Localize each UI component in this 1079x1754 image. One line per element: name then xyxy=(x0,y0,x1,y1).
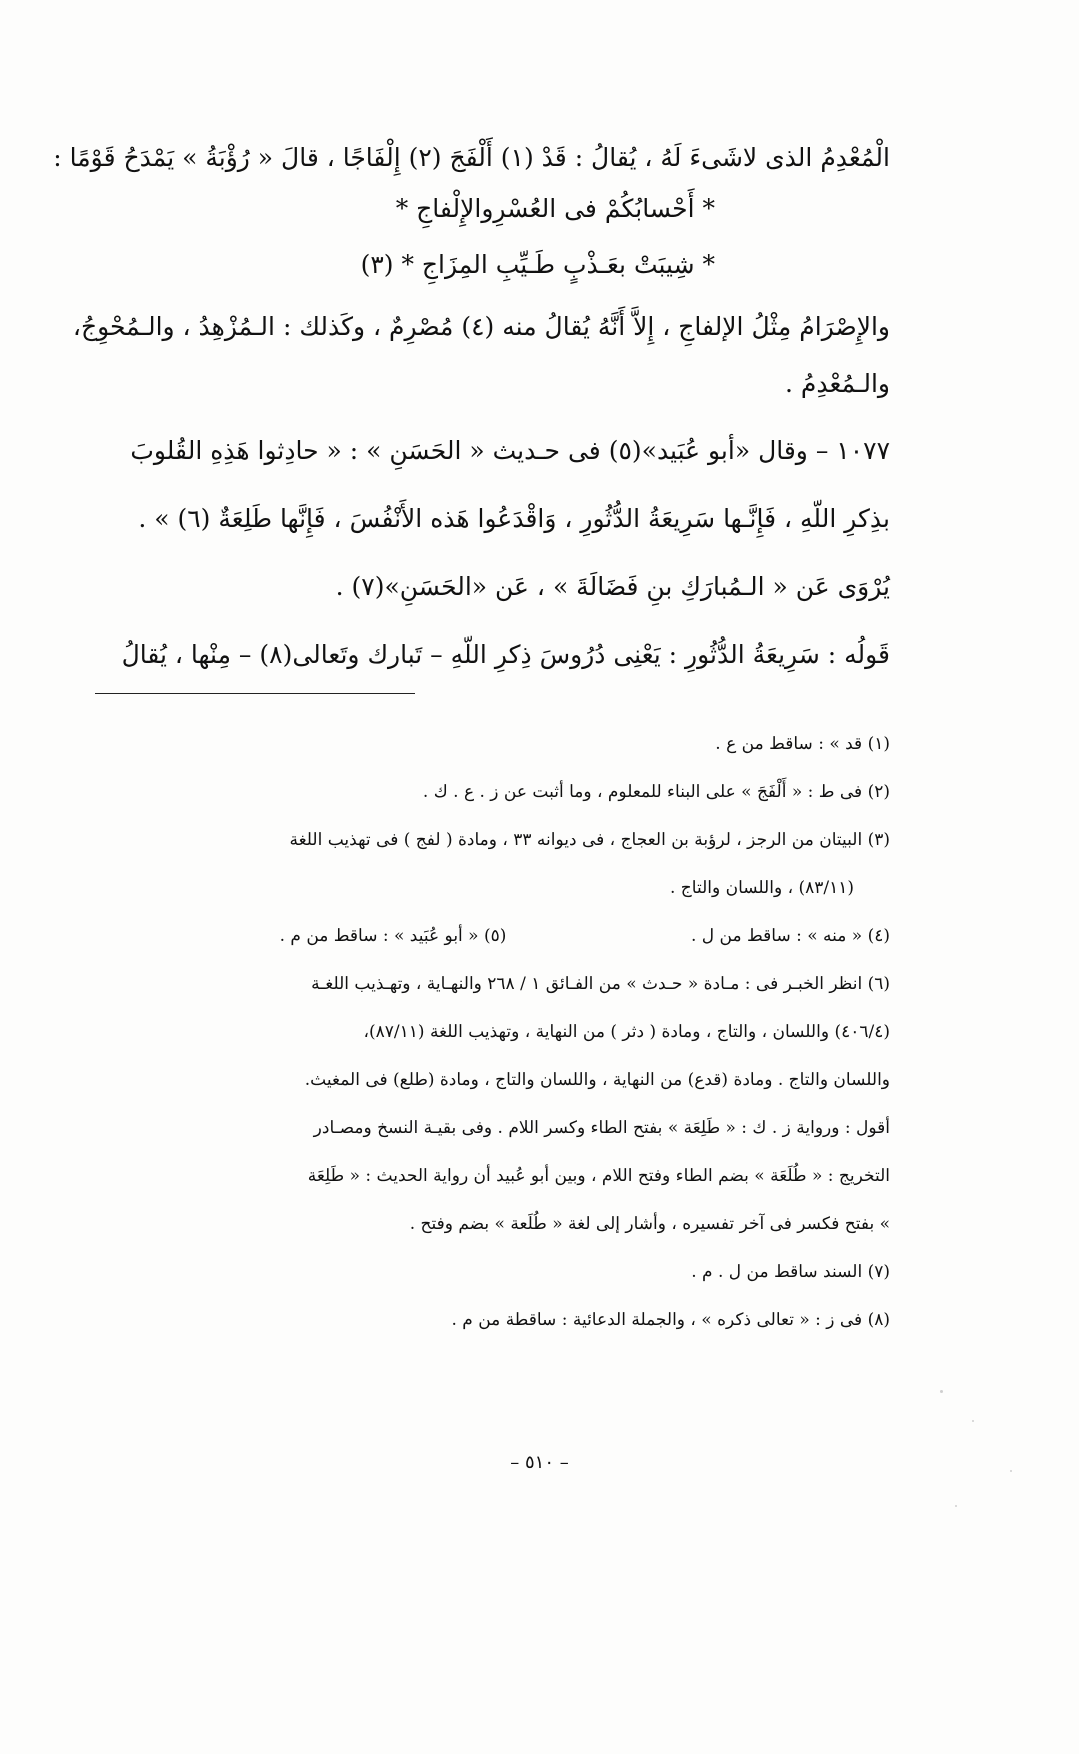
footnote-6-line-5: التخريج : « طُلَعَة » بضم الطاء وفتح اللام ، وبين أبو عُبيد أن رواية الحديث : « طَلِعَة xyxy=(307,1166,890,1186)
footnote-3-continuation: (٨٣/١١) ، واللسان والتاج . xyxy=(669,878,854,898)
text-line-5: والـمُعْدِمُ . xyxy=(785,369,890,398)
page-number: – ٥١٠ – xyxy=(510,1452,569,1473)
scan-speck xyxy=(940,1390,943,1393)
scan-speck xyxy=(972,1420,974,1422)
footnote-6-line-6: » بفتح فكسر فى آخر تفسيره ، وأشار إلى لغة « طُلَعة » بضم وفتح . xyxy=(409,1214,890,1234)
text-line-4: والإِصْرَامُ مِثْلُ الإلفاجِ ، إِلاَّ أَنَّهُ يُقالُ منه (٤) مُصْرِمٌ ، وكَذلك : الـمُزْهِدُ ، والـمُحْوِجُ، xyxy=(72,312,890,341)
verse-line-2: * شِيبَتْ بعَـذْبٍ طَـيِّبِ المِزَاجِ * (٣) xyxy=(360,250,715,279)
footnote-3: (٣) البيتان من الرجز ، لرؤبة بن العجاج ، فى ديوانه ٣٣ ، ومادة ( لفج ) فى تهذيب اللغة xyxy=(289,830,890,850)
footnotes xyxy=(95,720,890,1344)
scan-speck xyxy=(955,1505,957,1507)
text-line-6: ١٠٧٧ – وقال «أبو عُبَيد»(٥) فى حـديث « الحَسَنِ » : « حادِثوا هَذِهِ القُلوبَ xyxy=(130,436,890,465)
footnote-row-4-5 xyxy=(95,912,890,960)
footnote-4: (٤) « منه » : ساقط من ل . xyxy=(690,926,890,946)
footnote-6-line-4: أقول : ورواية ز . ك : « طَلِعَة » بفتح الطاء وكسر اللام . وفى بقيـة النسخ ومصـادر xyxy=(313,1118,890,1138)
footnote-5: (٥) « أبو عُبَيد » : ساقط من م . xyxy=(279,926,507,946)
scan-speck xyxy=(1010,1470,1012,1472)
text-line-8: يُرْوَى عَن « الـمُبارَكِ بنِ فَضَالَةَ » ، عَن «الحَسَنِ»(٧) . xyxy=(335,572,890,601)
text-line-7: بذِكرِ اللّهِ ، فَإِنَّـها سَرِيعَةُ الدُّثُورِ ، وَاقْدَعُوا هَذه الأَنْفُسَ ، فَإِنَّها طَلِعَةٌ (٦) » . xyxy=(138,504,890,533)
footnote-6-line-2: (٤٠٦/٤) واللسان ، والتاج ، ومادة ( دثر ) من النهاية ، وتهذيب اللغة (٨٧/١١)، xyxy=(363,1022,890,1042)
footnote-1: (١) قد » : ساقط من ع . xyxy=(715,734,890,754)
footnote-2: (٢) فى ط : « أَلْفَجَ » على البناء للمعلوم ، وما أثبت عن ز . ع . ك . xyxy=(422,782,890,802)
verse-line-1: * أَحْسابُكُمْ فى العُسْرِوالإِلْفاجِ * xyxy=(395,194,715,223)
footnote-8: (٨) فى ز : « تعالى ذكره » ، والجملة الدعائية : ساقطة من م . xyxy=(451,1310,890,1330)
footnote-divider xyxy=(95,693,415,694)
main-text xyxy=(53,135,890,689)
text-line-1: الْمُعْدِمُ الذى لاشَىءَ لَهُ ، يُقالُ : قَدْ (١) أَلْفَجَ (٢) إِلْفَاجًا ، قالَ « رُؤْبَةُ » يَمْدَحُ قَوْمًا : xyxy=(53,143,890,172)
footnote-6: (٦) انظر الخبـر فى : مـادة « حـدث » من الفـائق ١ / ٢٦٨ والنهـاية ، وتهـذيب اللغـة xyxy=(311,974,890,994)
footnote-6-line-3: واللسان والتاج . ومادة (قدع) من النهاية ، واللسان والتاج ، ومادة (طلع) فى المغيث. xyxy=(304,1070,890,1090)
footnote-7: (٧) السند ساقط من ل . م . xyxy=(691,1262,890,1282)
text-line-9: قَولُه : سَرِيعَةُ الدُّثُورِ : يَعْنِى دُرُوسَ ذِكرِ اللّهِ – تَبارك وتَعالى(٨) – مِنْها ، يُقالُ xyxy=(121,640,890,669)
